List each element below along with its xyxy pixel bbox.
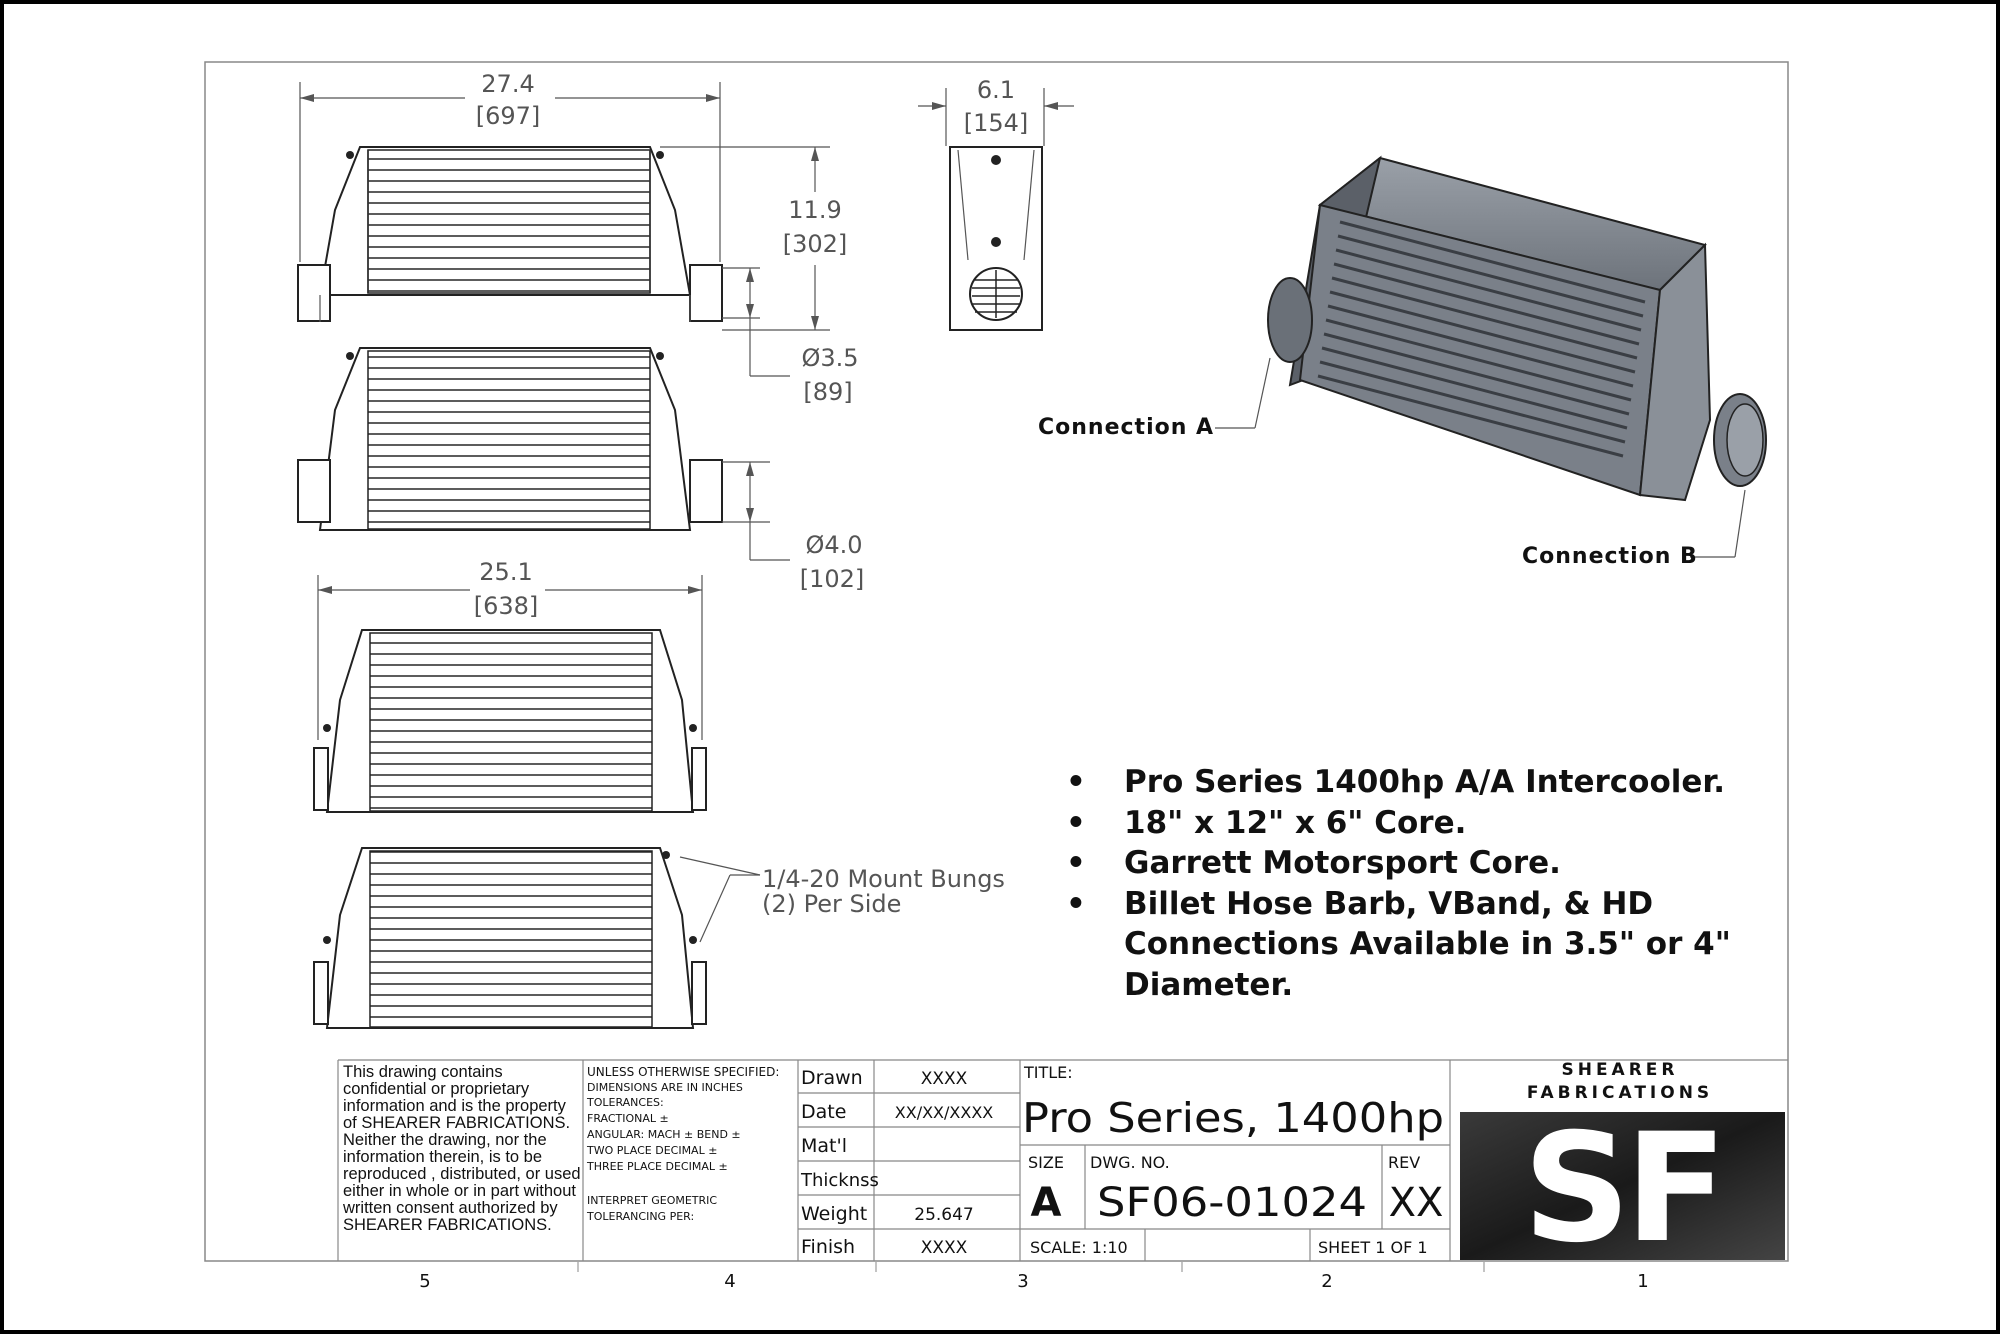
dim-depth-mm: [154] [963, 109, 1029, 137]
dwg-no-label: DWG. NO. [1090, 1153, 1170, 1172]
feature-item: • Garrett Motorsport Core. [1050, 843, 1750, 884]
zone-markers [419, 1262, 1648, 1292]
tol-line-6: TWO PLACE DECIMAL ± [587, 1144, 718, 1157]
feature-item: • Pro Series 1400hp A/A Intercooler. [1050, 762, 1750, 803]
dim-height-mm: [302] [782, 230, 848, 258]
tol-line-2: DIMENSIONS ARE IN INCHES [587, 1081, 743, 1094]
dim-dia1-mm: [89] [803, 378, 853, 406]
tol-line-3: TOLERANCES: [587, 1096, 664, 1109]
tol-line-8: INTERPRET GEOMETRIC [587, 1194, 718, 1207]
sheet-text: SHEET 1 OF 1 [1318, 1238, 1428, 1257]
weight-value: 25.647 [914, 1205, 974, 1225]
dim-dia1-in: Ø3.5 [801, 344, 859, 372]
date-label: Date [801, 1101, 847, 1123]
size-label: SIZE [1028, 1153, 1064, 1172]
size-value: A [1030, 1180, 1062, 1226]
dim-width2-mm: [638] [473, 592, 539, 620]
dim-width-mm: [697] [475, 102, 541, 130]
isometric-view [1215, 158, 1766, 557]
mount-note-line2: (2) Per Side [762, 890, 902, 918]
feature-item: • Billet Hose Barb, VBand, & HD Connections Available in 3.5" or 4" Diameter. [1050, 884, 1750, 1006]
drawn-label: Drawn [801, 1067, 863, 1089]
front-view-second [298, 348, 722, 530]
company-logo-letters: SF [1522, 1102, 1722, 1276]
zone-3: 3 [1017, 1271, 1029, 1292]
front-view-top [298, 147, 722, 322]
tol-line-5: ANGULAR: MACH ± BEND ± [587, 1128, 741, 1141]
dwg-no-value: SF06-01024 [1097, 1180, 1367, 1226]
tol-line-7: THREE PLACE DECIMAL ± [587, 1160, 728, 1173]
finish-label: Finish [801, 1236, 856, 1258]
feature-item: • 18" x 12" x 6" Core. [1050, 803, 1750, 844]
drawn-value: XXXX [920, 1069, 968, 1089]
connection-b-label: Connection B [1522, 544, 1698, 569]
weight-label: Weight [801, 1203, 868, 1225]
company-name-1: SHEARER [1561, 1060, 1679, 1080]
zone-5: 5 [419, 1271, 431, 1292]
company-name-2: FABRICATIONS [1526, 1083, 1714, 1103]
zone-1: 1 [1637, 1271, 1649, 1292]
tol-line-9: TOLERANCING PER: [587, 1210, 695, 1223]
feature-list [1050, 762, 1750, 1005]
scale-text: SCALE: 1:10 [1030, 1238, 1128, 1257]
title-label: TITLE: [1024, 1063, 1073, 1082]
connection-a-label: Connection A [1038, 415, 1215, 440]
matl-label: Mat'l [801, 1135, 847, 1157]
date-value: XX/XX/XXXX [894, 1103, 994, 1122]
dim-dia2-mm: [102] [799, 565, 865, 593]
dim-width2-in: 25.1 [479, 558, 533, 586]
rev-value: XX [1388, 1180, 1444, 1226]
plan-view-lower [314, 848, 706, 1028]
side-view [950, 147, 1042, 330]
dim-height-in: 11.9 [788, 196, 842, 224]
thickness-label: Thicknss [801, 1170, 879, 1191]
plan-view-upper [314, 630, 706, 812]
dim-width-in: 27.4 [481, 70, 535, 98]
dim-depth-in: 6.1 [976, 76, 1016, 104]
dim-dia2-in: Ø4.0 [805, 531, 863, 559]
finish-value: XXXX [920, 1238, 968, 1258]
title-block-text [586, 1060, 1785, 1276]
zone-2: 2 [1321, 1271, 1333, 1292]
tol-line-1: UNLESS OTHERWISE SPECIFIED: [587, 1065, 780, 1079]
tol-line-4: FRACTIONAL ± [587, 1112, 669, 1125]
mount-note-line1: 1/4-20 Mount Bungs [762, 865, 1005, 893]
zone-4: 4 [724, 1271, 736, 1292]
rev-label: REV [1388, 1153, 1421, 1172]
drawing-title: Pro Series, 1400hp [1022, 1094, 1444, 1142]
confidentiality-notice: This drawing contains confidential or proprietary information and is the property of SHEARER FABRICATIONS. Neither the drawing, nor the information therein, is to be reproduced , distributed, or used either in whole or in part without written consent authorized by SHEARER FABRICATIONS. [343, 1063, 581, 1234]
